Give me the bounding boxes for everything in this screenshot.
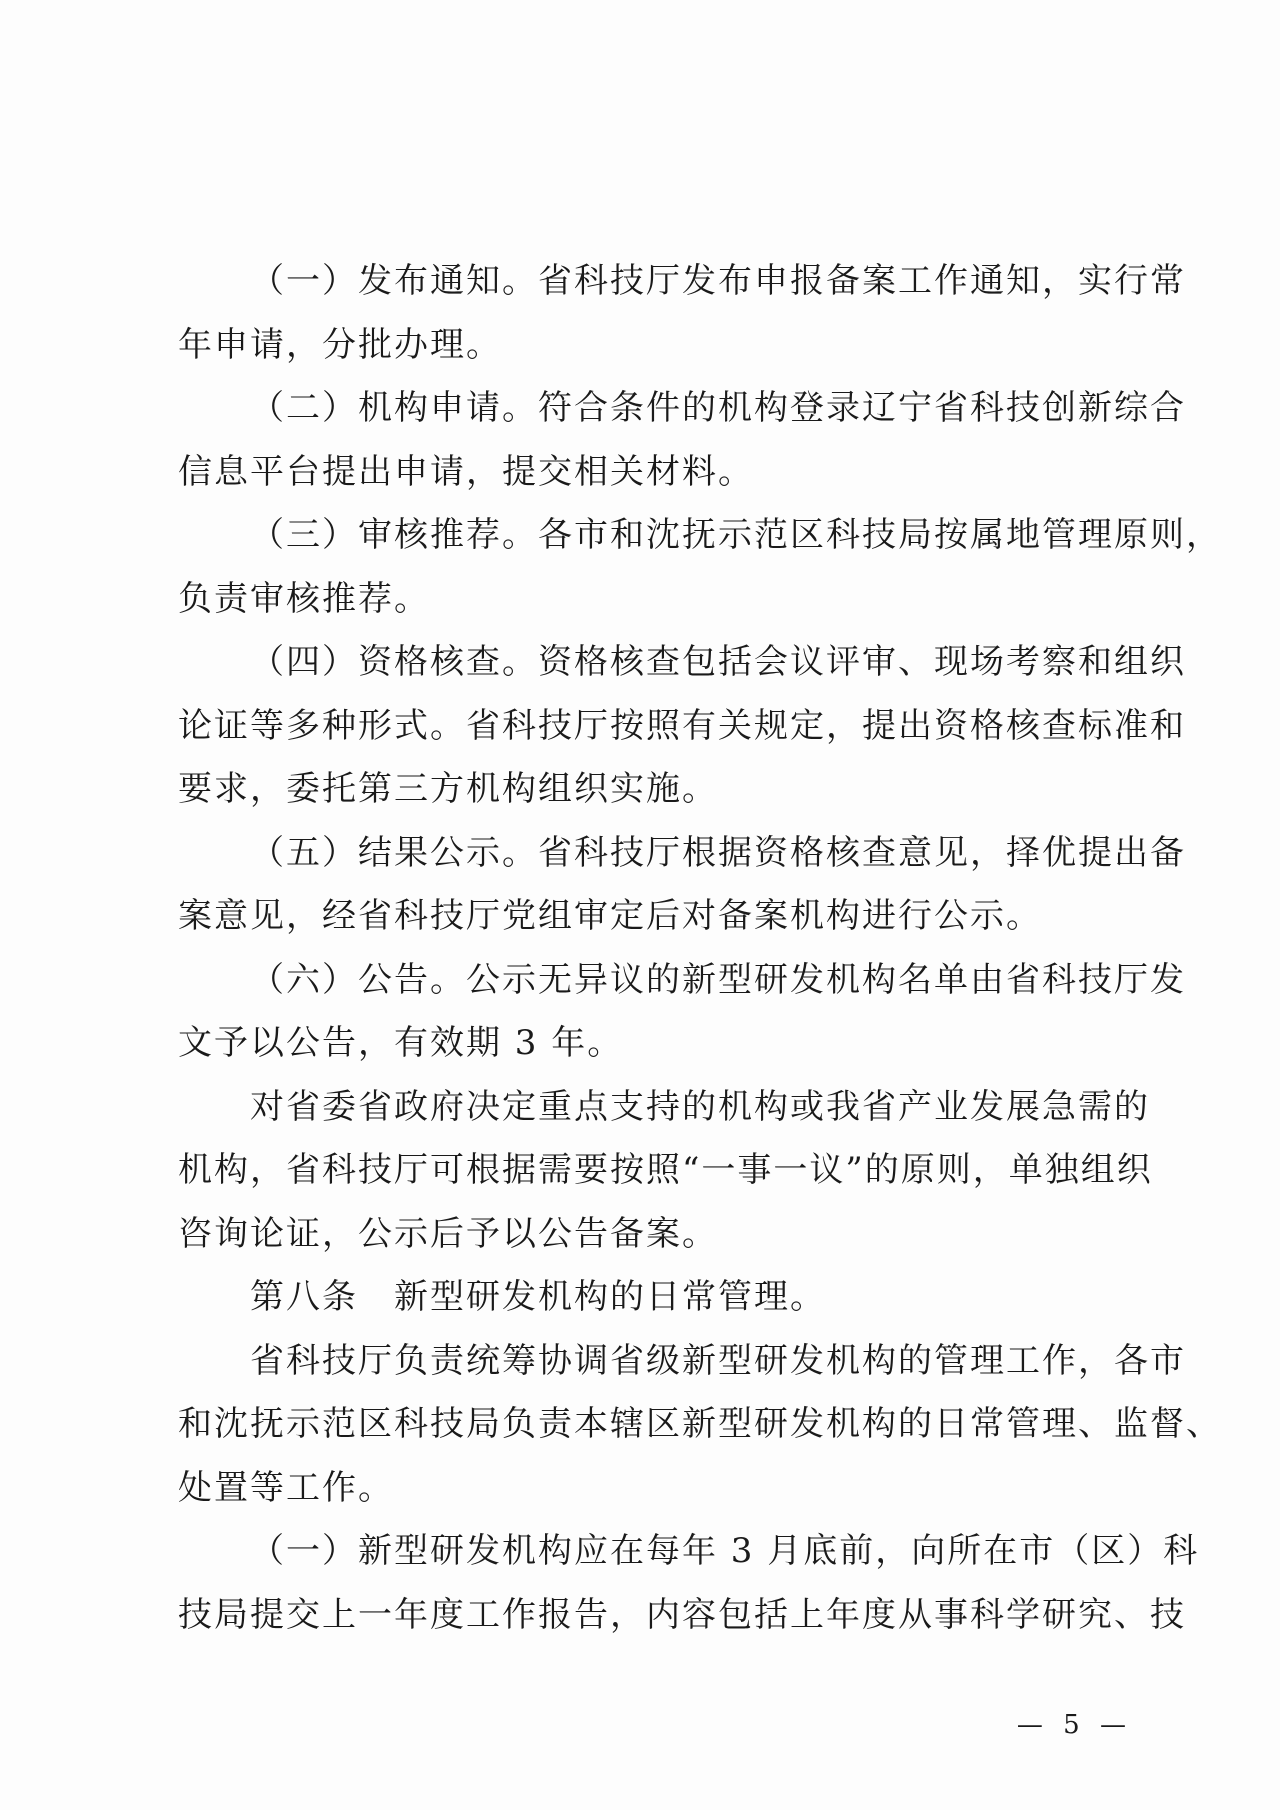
text-line: 处置等工作。 [178, 1467, 394, 1508]
text-line: 负责审核推荐。 [178, 578, 430, 619]
text-line: 省科技厅负责统筹协调省级新型研发机构的管理工作，各市 [250, 1340, 1186, 1381]
text-line: 要求，委托第三方机构组织实施。 [178, 769, 718, 809]
article-heading: 第八条 新型研发机构的日常管理。 [250, 1277, 826, 1317]
text-line: （三）审核推荐。各市和沈抚示范区科技局按属地管理原则， [250, 515, 1222, 555]
text-line: 技局提交上一年度工作报告，内容包括上年度从事科学研究、技 [178, 1594, 1186, 1635]
text-line: （二）机构申请。符合条件的机构登录辽宁省科技创新综合 [250, 388, 1186, 428]
text-line: 信息平台提出申请，提交相关材料。 [178, 451, 754, 492]
text-line: （四）资格核查。资格核查包括会议评审、现场考察和组织 [250, 642, 1186, 682]
text-line: 机构，省科技厅可根据需要按照“一事一议”的原则，单独组织 [178, 1150, 1153, 1190]
text-line: 案意见，经省科技厅党组审定后对备案机构进行公示。 [178, 896, 1042, 936]
text-line: （六）公告。公示无异议的新型研发机构名单由省科技厅发 [250, 959, 1186, 1000]
text-line: 对省委省政府决定重点支持的机构或我省产业发展急需的 [250, 1086, 1150, 1127]
text-line: 论证等多种形式。省科技厅按照有关规定，提出资格核查标准和 [178, 705, 1186, 746]
text-line: 年申请，分批办理。 [178, 324, 502, 365]
text-line: 文予以公告，有效期 3 年。 [178, 1023, 624, 1063]
text-line: （一）发布通知。省科技厅发布申报备案工作通知，实行常 [250, 261, 1186, 301]
text-line: 咨询论证，公示后予以公告备案。 [178, 1213, 718, 1254]
page-number: — 5 — [1016, 1710, 1132, 1740]
text-line: 和沈抚示范区科技局负责本辖区新型研发机构的日常管理、监督、 [178, 1404, 1222, 1444]
text-line: （一）新型研发机构应在每年 3 月底前，向所在市（区）科 [250, 1531, 1200, 1571]
text-line: （五）结果公示。省科技厅根据资格核查意见，择优提出备 [250, 832, 1186, 873]
document-body [178, 250, 1222, 1647]
